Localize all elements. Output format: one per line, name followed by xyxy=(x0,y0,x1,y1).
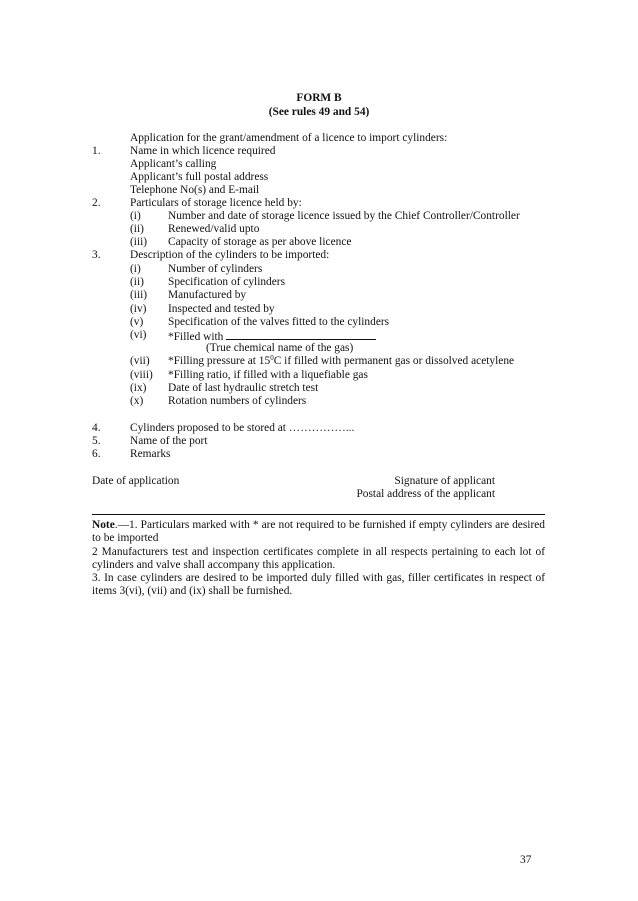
note-label: Note xyxy=(92,519,115,531)
item-text: Remarks xyxy=(130,448,171,460)
subitem-numeral: (viii) xyxy=(130,369,153,381)
notes-section xyxy=(92,519,545,599)
item-text: Description of the cylinders to be imported: xyxy=(130,249,330,261)
item-text: Name in which licence required xyxy=(130,145,276,157)
filling-pressure-line xyxy=(168,355,514,368)
note-1 xyxy=(92,519,545,546)
item-number: 3. xyxy=(92,249,101,261)
blank-caption: (True chemical name of the gas) xyxy=(206,342,354,354)
item-number: 6. xyxy=(92,448,101,460)
fill-in-blank[interactable] xyxy=(226,329,376,340)
subitem-text: Date of last hydraulic stretch test xyxy=(168,382,319,394)
note-2: 2 Manufacturers test and inspection certificates complete in all respects pertaining to each lot of cylinders and valve shall accompany this application. xyxy=(92,545,545,571)
subitem-numeral: (ii) xyxy=(130,223,144,235)
subitem-text: Number and date of storage licence issued by the Chief Controller/Controller xyxy=(168,210,520,222)
subitem-text: C if filled with permanent gas or dissolved acetylene xyxy=(273,355,515,367)
subitem-text: *Filling pressure at 15 xyxy=(168,355,271,367)
item-text: Particulars of storage licence held by: xyxy=(130,197,302,209)
superscript-degree: 0 xyxy=(270,354,274,362)
subitem-numeral: (iii) xyxy=(130,236,148,248)
subitem-text: *Filling ratio, if filled with a liquefiable gas xyxy=(168,369,368,381)
subitem-text: Inspected and tested by xyxy=(168,303,275,315)
form-subtitle: (See rules 49 and 54) xyxy=(268,106,370,118)
item-number: 5. xyxy=(92,435,101,447)
subitem-text: Specification of cylinders xyxy=(168,276,286,288)
subitem-numeral: (v) xyxy=(130,316,144,328)
subitem-text: Manufactured by xyxy=(168,289,247,301)
subitem-numeral: (vi) xyxy=(130,329,147,341)
postal-address-label: Postal address of the applicant xyxy=(356,488,495,500)
item-number: 2. xyxy=(92,197,101,209)
item-text: Applicant’s calling xyxy=(130,158,217,170)
page-number: 37 xyxy=(520,854,532,866)
subitem-text: Capacity of storage as per above licence xyxy=(168,236,352,248)
form-title: FORM B xyxy=(296,92,342,104)
subitem-text: Number of cylinders xyxy=(168,263,263,275)
subitem-numeral: (vii) xyxy=(130,355,150,367)
signature-label: Signature of applicant xyxy=(394,475,495,487)
item-number: 4. xyxy=(92,422,101,434)
subitem-text: *Filled with xyxy=(168,331,224,343)
subitem-text: Specification of the valves fitted to the cylinders xyxy=(168,316,390,328)
item-text: Cylinders proposed to be stored at ……………... xyxy=(130,422,355,434)
intro-text: Application for the grant/amendment of a licence to import cylinders: xyxy=(130,132,448,144)
subitem-numeral: (i) xyxy=(130,263,141,275)
divider-line xyxy=(92,514,545,515)
subitem-numeral: (ix) xyxy=(130,382,147,394)
item-text: Applicant’s full postal address xyxy=(130,171,269,183)
note-3: 3. In case cylinders are desired to be imported duly filled with gas, filler certificates in respect of items 3(vi), (vii) and (ix) shall be furnished. xyxy=(92,572,545,598)
item-text: Telephone No(s) and E-mail xyxy=(130,184,260,196)
note-1-text: .—1. Particulars marked with * are not required to be furnished if empty cylinders are desired to be imported xyxy=(92,519,545,545)
subitem-numeral: (iv) xyxy=(130,303,147,315)
subitem-numeral: (i) xyxy=(130,210,141,222)
date-of-application-label: Date of application xyxy=(92,475,180,487)
item-number: 1. xyxy=(92,145,101,157)
subitem-text: Rotation numbers of cylinders xyxy=(168,395,307,407)
subitem-numeral: (x) xyxy=(130,395,144,407)
subitem-numeral: (ii) xyxy=(130,276,144,288)
subitem-text: Renewed/valid upto xyxy=(168,223,260,235)
item-text: Name of the port xyxy=(130,435,208,447)
subitem-numeral: (iii) xyxy=(130,289,148,301)
